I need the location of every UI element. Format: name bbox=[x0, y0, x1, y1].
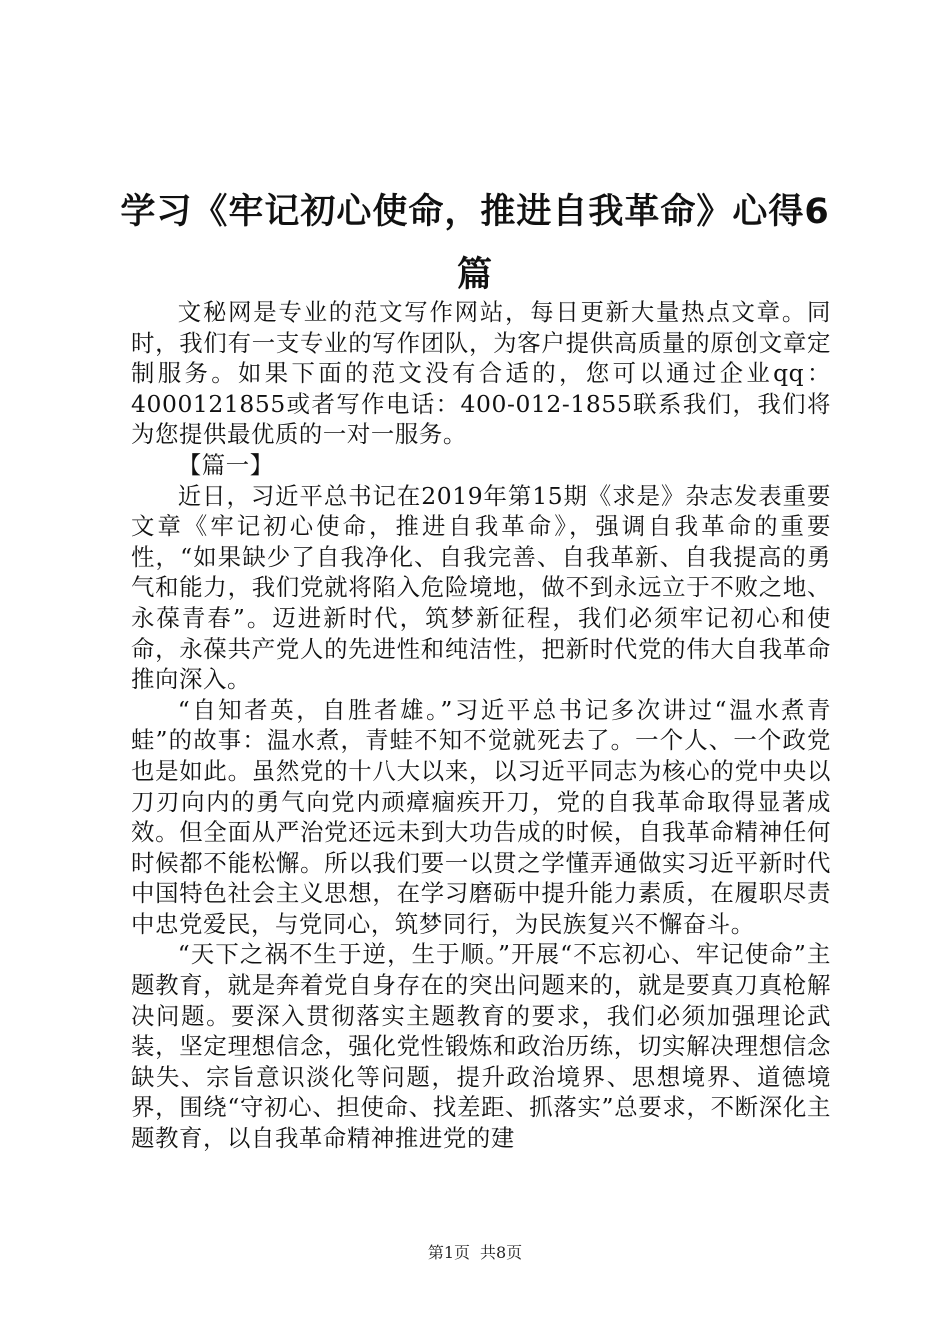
section-heading: 【篇一】 bbox=[177, 450, 274, 479]
document-body bbox=[131, 297, 831, 1154]
body-paragraph: “自知者英，自胜者雄。”习近平总书记多次讲过“温水煮青蛙”的故事：温水煮，青蛙不知不觉就死去了。一个人、一个政党也是如此。虽然党的十八大以来，以习近平同志为核心的党中央以刀刃向内的勇气向党内顽瘴痼疾开刀，党的自我革命取得显著成效。但全面从严治党还远未到大功告成的时候，自我革命精神任何时候都不能松懈。所以我们要一以贯之学懂弄通做实习近平新时代中国特色社会主义思想，在学习磨砺中提升能力素质，在履职尽责中忠党爱民，与党同心，筑梦同行，为民族复兴不懈奋斗。 bbox=[131, 695, 831, 938]
body-paragraph: 近日，习近平总书记在2019年第15期《求是》杂志发表重要文章《牢记初心使命，推进自我革命》，强调自我革命的重要性，“如果缺少了自我净化、自我完善、自我革新、自我提高的勇气和能力，我们党就将陷入危险境地，做不到永远立于不败之地、永葆青春”。迈进新时代，筑梦新征程，我们必须牢记初心和使命，永葆共产党人的先进性和纯洁性，把新时代党的伟大自我革命推向深入。 bbox=[131, 481, 831, 694]
page-number: 第1页 bbox=[427, 1243, 470, 1262]
intro-paragraph: 文秘网是专业的范文写作网站，每日更新大量热点文章。同时，我们有一支专业的写作团队，为客户提供高质量的原创文章定制服务。如果下面的范文没有合适的，您可以通过企业qq：4000121855或者写作电话：400-012-1855联系我们，我们将为您提供最优质的一对一服务。 bbox=[131, 298, 831, 449]
body-paragraph: “天下之祸不生于逆，生于顺。”开展“不忘初心、牢记使命”主题教育，就是奔着党自身存在的突出问题来的，就是要真刀真枪解决问题。要深入贯彻落实主题教育的要求，我们必须加强理论武装，坚定理想信念，强化党性锻炼和政治历练，切实解决理想信念缺失、宗旨意识淡化等问题，提升政治境界、思想境界、道德境界，围绕“守初心、担使命、找差距、抓落实”总要求，不断深化主题教育，以自我革命精神推进党的建 bbox=[131, 940, 831, 1153]
document-title: 学习《牢记初心使命，推进自我革命》心得6篇 bbox=[120, 192, 830, 296]
page-total: 共8页 bbox=[480, 1243, 523, 1262]
page-footer bbox=[0, 1243, 950, 1263]
